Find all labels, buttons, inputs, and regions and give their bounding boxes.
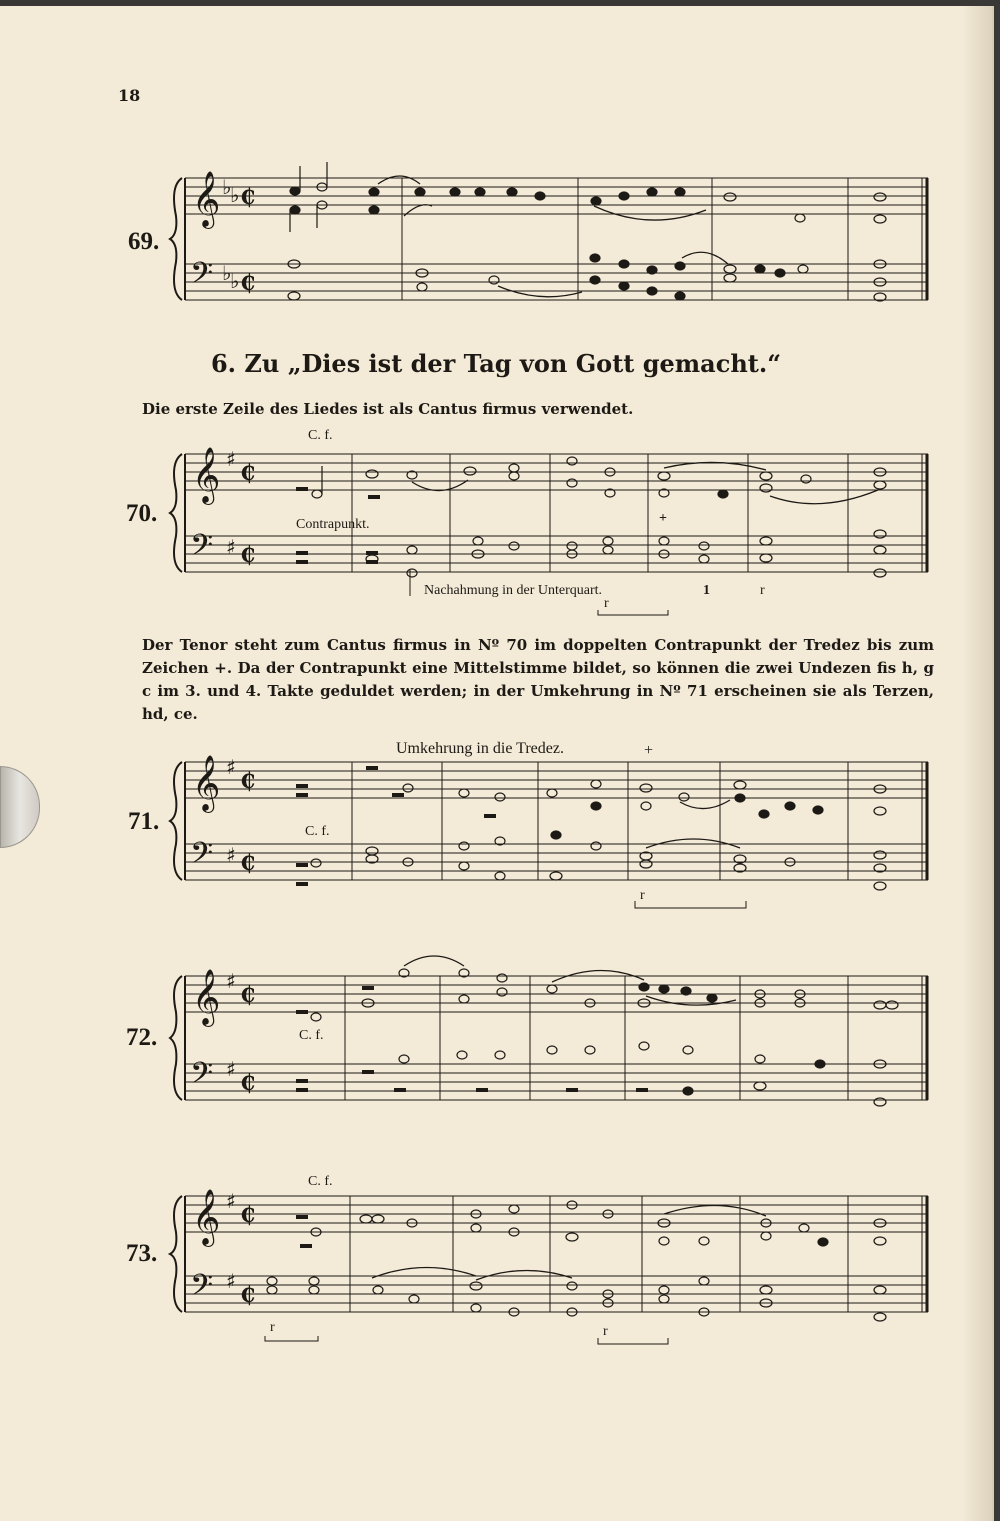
treble-clef-icon: 𝄞 bbox=[192, 969, 221, 1025]
example-70-cf-label: C. f. bbox=[308, 428, 333, 443]
example-69-number: 69. bbox=[128, 228, 160, 255]
svg-text:₵: ₵ bbox=[240, 1070, 256, 1096]
bass-clef-icon: 𝄢 bbox=[190, 1057, 214, 1098]
bass-clef-icon: 𝄢 bbox=[190, 1269, 214, 1310]
svg-text:₵: ₵ bbox=[240, 850, 256, 876]
example-70-number: 70. bbox=[126, 500, 158, 527]
ties bbox=[372, 176, 878, 1280]
page-number: 18 bbox=[118, 86, 141, 105]
example-71-r-marker: r bbox=[640, 888, 645, 903]
example-70-nachahmung-label: Nachahmung in der Unterquart. bbox=[424, 583, 603, 598]
svg-text:♯: ♯ bbox=[226, 843, 236, 867]
explanation-paragraph: Der Tenor steht zum Cantus firmus in Nº 70 im doppelten Contrapunkt der Tredez bis zum Zeichen +. Da der Contrapunkt eine Mittelstimme bildet, so können die zwei Undezen fis h, g c im 3. und 4. Takte geduldet werden; in der Umkehrung in Nº 71 erscheinen sie als Terzen, hd, ce. bbox=[142, 636, 934, 723]
treble-clef-icon: 𝄞 bbox=[192, 447, 221, 503]
svg-text:₵: ₵ bbox=[240, 1282, 256, 1308]
bass-clef-icon: 𝄢 bbox=[190, 529, 214, 570]
example-73-r-marker-2: r bbox=[603, 1324, 608, 1339]
example-73-number: 73. bbox=[126, 1240, 158, 1267]
example-70-r-marker-1: r bbox=[760, 583, 765, 598]
svg-text:₵: ₵ bbox=[240, 1202, 256, 1228]
noteheads bbox=[267, 162, 898, 1321]
example-70-one-marker: 1 bbox=[703, 583, 710, 598]
treble-clef-icon: 𝄞 bbox=[192, 755, 221, 811]
music-systems bbox=[0, 6, 992, 1521]
svg-text:₵: ₵ bbox=[240, 270, 256, 296]
svg-text:₵: ₵ bbox=[240, 982, 256, 1008]
example-71-number: 71. bbox=[128, 808, 160, 835]
svg-text:♯: ♯ bbox=[226, 1189, 236, 1213]
key-signatures bbox=[222, 175, 239, 1293]
intro-text: Die erste Zeile des Liedes ist als Cantus firmus verwendet. bbox=[142, 400, 634, 418]
treble-clef-icon: 𝄞 bbox=[192, 171, 221, 227]
score-page bbox=[0, 6, 994, 1521]
bass-clef-icon: 𝄢 bbox=[190, 257, 214, 298]
svg-text:♯: ♯ bbox=[226, 535, 236, 559]
example-71-plus-marker: + bbox=[644, 742, 654, 759]
example-70-contrapunkt-label: Contrapunkt. bbox=[296, 517, 370, 532]
svg-text:₵: ₵ bbox=[240, 542, 256, 568]
svg-text:₵: ₵ bbox=[240, 768, 256, 794]
treble-clef-icon: 𝄞 bbox=[192, 1189, 221, 1245]
svg-text:♭: ♭ bbox=[230, 269, 240, 293]
example-71-umkehrung-label: Umkehrung in die Tredez. bbox=[396, 740, 564, 757]
example-73-cf-label: C. f. bbox=[308, 1174, 333, 1189]
svg-text:♯: ♯ bbox=[226, 1269, 236, 1293]
example-72-number: 72. bbox=[126, 1024, 158, 1051]
svg-text:♯: ♯ bbox=[226, 969, 236, 993]
bass-clef-icon: 𝄢 bbox=[190, 837, 214, 878]
section-heading: 6. Zu „Dies ist der Tag von Gott gemacht.“ bbox=[210, 349, 782, 378]
example-70-staff bbox=[170, 454, 928, 572]
example-70-plus-marker: + bbox=[659, 511, 667, 526]
svg-text:♭: ♭ bbox=[230, 183, 240, 207]
example-73-r-marker-1: r bbox=[270, 1320, 275, 1335]
svg-text:♭: ♭ bbox=[222, 261, 232, 285]
example-73-staff bbox=[170, 1196, 928, 1312]
svg-text:♯: ♯ bbox=[226, 1057, 236, 1081]
svg-text:♭: ♭ bbox=[222, 175, 232, 199]
example-70-r-marker-2: r bbox=[604, 596, 609, 611]
clefs bbox=[190, 171, 220, 1310]
svg-text:♯: ♯ bbox=[226, 755, 236, 779]
example-72-cf-label: C. f. bbox=[299, 1028, 324, 1043]
example-72-staff bbox=[170, 976, 928, 1100]
example-71-staff bbox=[170, 762, 928, 880]
example-69-staff bbox=[170, 178, 928, 300]
rests bbox=[296, 487, 648, 1248]
svg-text:₵: ₵ bbox=[240, 184, 256, 210]
svg-text:₵: ₵ bbox=[240, 460, 256, 486]
svg-text:♯: ♯ bbox=[226, 447, 236, 471]
example-71-cf-label: C. f. bbox=[305, 824, 330, 839]
